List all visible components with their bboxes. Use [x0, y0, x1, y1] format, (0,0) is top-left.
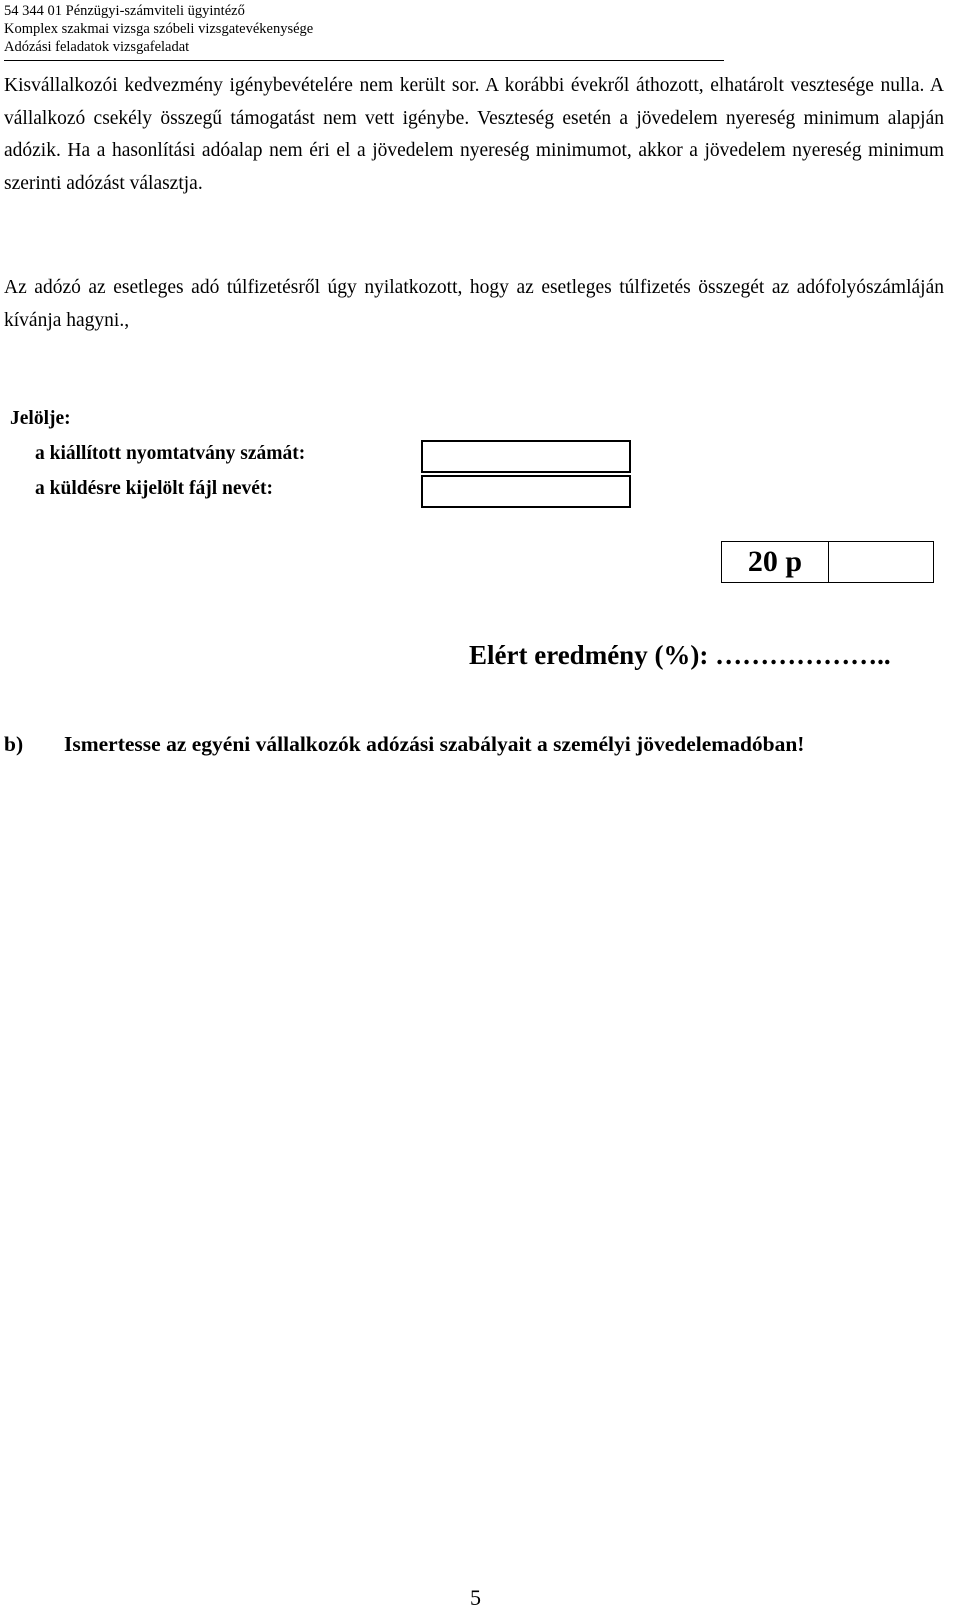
- header-exam-code: 54 344 01 Pénzügyi-számviteli ügyintéző: [4, 3, 245, 19]
- header-exam-type: Komplex szakmai vizsga szóbeli vizsgatevékenysége: [4, 21, 314, 37]
- paragraph-conditions: Kisvállalkozói kedvezmény igénybevételére nem került sor. A korábbi évekről áthozott, elhatárolt vesztesége nulla. A vállalkozó csekély összegű támogatást nem vett igénybe. Veszteség esetén a jövedelem nyereség minimum alapján adózik. Ha a hasonlítási adóalap nem éri el a jövedelem nyereség minimumot, akkor a jövedelem nyereség minimum szerinti adózást választja.: [4, 75, 944, 194]
- page-header: [4, 2, 724, 61]
- file-name-field[interactable]: [421, 475, 631, 508]
- form-number-field[interactable]: [421, 440, 631, 473]
- result-percentage: Elért eredmény (%): ………………..: [469, 640, 891, 670]
- task-b-letter: b): [4, 732, 24, 756]
- task-b-text: Ismertesse az egyéni vállalkozók adózási szabályait a személyi jövedelemadóban!: [64, 732, 805, 756]
- header-task-type: Adózási feladatok vizsgafeladat: [4, 39, 190, 55]
- max-points: 20 p: [722, 542, 829, 582]
- paragraph-overpayment: Az adózó az esetleges adó túlfizetésről úgy nyilatkozott, hogy az esetleges túlfizetés összegét az adófolyószámláján kívánja hagyni.,: [4, 277, 944, 331]
- score-box: [721, 541, 934, 583]
- form-number-label: a kiállított nyomtatvány számát:: [35, 443, 306, 464]
- achieved-points-field[interactable]: [829, 542, 933, 582]
- page-number: 5: [470, 1585, 481, 1610]
- marking-title: Jelölje:: [10, 408, 71, 429]
- file-name-label: a küldésre kijelölt fájl nevét:: [35, 478, 273, 499]
